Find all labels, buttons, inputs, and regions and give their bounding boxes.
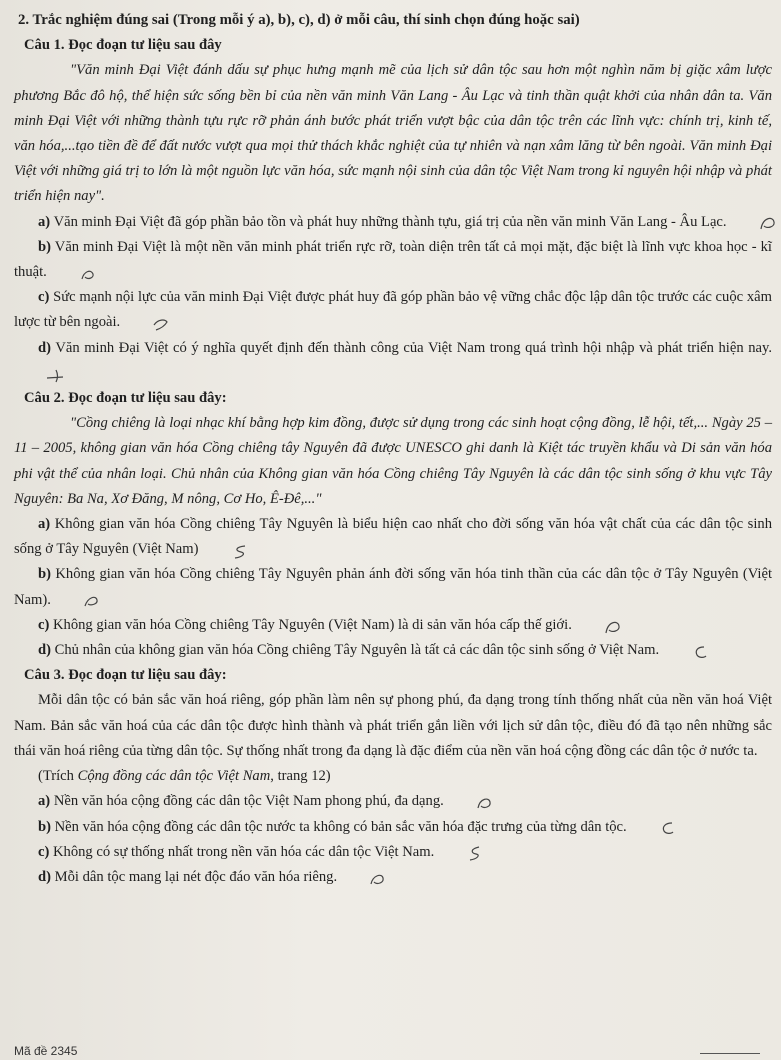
question-2-item-c: [14, 613, 772, 638]
handwritten-mark-icon: [205, 542, 227, 558]
handwritten-mark-icon: [126, 315, 148, 331]
item-label: d): [38, 642, 51, 659]
question-2-item-d: [14, 638, 772, 663]
question-1-item-b: [14, 235, 772, 285]
handwritten-mark-icon: [20, 366, 42, 382]
question-3-citation: [14, 764, 772, 789]
item-text: Không gian văn hóa Cồng chiêng Tây Nguyên là biểu hiện cao nhất cho đời sống văn hóa vật chất của các dân tộc sinh sống ở Tây Nguyên (Việt Nam): [14, 516, 772, 558]
handwritten-mark-icon: [578, 618, 600, 634]
question-2-item-a: [14, 512, 772, 562]
item-label: d): [38, 868, 51, 885]
question-3-title: Câu 3. Đọc đoạn tư liệu sau đây:: [24, 667, 227, 684]
item-label: b): [38, 238, 51, 255]
item-text: Văn minh Đại Việt là một nền văn minh phát triển rực rỡ, toàn diện trên tất cả mọi mặt, đặc biệt là lĩnh vực khoa học - kĩ thuật.: [14, 238, 772, 281]
question-2-item-b: [14, 562, 772, 612]
handwritten-mark-icon: [57, 592, 79, 608]
handwritten-mark-icon: [440, 844, 462, 860]
footer-divider: [700, 1053, 760, 1054]
citation-text: (Trích Cộng đồng các dân tộc Việt Nam, trang 12): [38, 768, 331, 785]
item-label: d): [38, 339, 51, 356]
item-text: Không có sự thống nhất trong nền văn hóa các dân tộc Việt Nam.: [53, 843, 435, 860]
item-text: Nền văn hóa cộng đồng các dân tộc Việt Nam phong phú, đa dạng.: [53, 793, 444, 810]
question-3-item-b: [14, 815, 772, 840]
question-1-item-d: [14, 336, 772, 386]
item-label: a): [38, 213, 51, 230]
item-text: Văn minh Đại Việt có ý nghĩa quyết định đến thành công của Việt Nam trong quá trình hội nhập và phát triển hiện nay.: [55, 339, 772, 356]
document-body: [14, 8, 772, 890]
handwritten-mark-icon: [53, 265, 75, 281]
question-1-item-a: [14, 210, 772, 235]
item-label: c): [38, 289, 50, 306]
handwritten-mark-icon: [733, 214, 755, 230]
handwritten-mark-icon: [665, 643, 687, 659]
question-1-item-c: [14, 285, 772, 335]
question-1-passage: "Văn minh Đại Việt đánh dấu sự phục hưng mạnh mẽ của lịch sử dân tộc sau hơn một nghìn năm bị giặc xâm lược phương Bắc đô hộ, thể hiện sức sống bền bỉ của nền văn minh Văn Lang - Âu Lạc và tinh thần quật khởi của nhân dân ta. Văn minh Đại Việt với những thành tựu rực rỡ phản ánh bước phát triển vượt bậc của dân tộc trên các lĩnh vực: chính trị, kinh tế, văn hóa,...tạo tiền đề để đất nước vượt qua mọi thử thách khắc nghiệt của tự nhiên và nạn xâm lăng từ bên ngoài. Văn minh Đại Việt với những giá trị to lớn là một nguồn lực văn hóa, sức mạnh nội sinh của dân tộc Việt Nam trong kỉ nguyên hội nhập và phát triển hiện nay".: [14, 62, 772, 205]
section-title: 2. Trắc nghiệm đúng sai (Trong mỗi ý a), b), c), d) ở mỗi câu, thí sinh chọn đúng hoặc sai): [18, 12, 580, 28]
item-label: b): [38, 818, 51, 835]
item-text: Không gian văn hóa Cồng chiêng Tây Nguyên phản ánh đời sống văn hóa tinh thần của các dân tộc ở Tây Nguyên (Việt Nam).: [14, 566, 772, 608]
question-3-item-d: [14, 865, 772, 890]
item-label: b): [38, 566, 51, 583]
question-3-item-c: [14, 840, 772, 865]
exam-code: Mã đề 2345: [14, 1044, 78, 1058]
handwritten-mark-icon: [633, 819, 655, 835]
question-3-item-a: [14, 789, 772, 814]
item-label: a): [38, 516, 51, 533]
question-3-passage: Mỗi dân tộc có bản sắc văn hoá riêng, góp phần làm nên sự phong phú, đa dạng trong tính thống nhất của nền văn hoá Việt Nam. Bản sắc văn hoá của các dân tộc được hình thành và phát triển gắn liền với lịch sử dân tộc, điều đó đã tạo nên những sắc thái văn hoá riêng của từng dân tộc. Sự thống nhất trong đa dạng là đặc điểm của nền văn hoá cộng đồng các dân tộc ở nước ta.: [14, 692, 772, 759]
item-text: Sức mạnh nội lực của văn minh Đại Việt được phát huy đã góp phần bảo vệ vững chắc độc lập dân tộc trước các cuộc xâm lược từ bên ngoài.: [14, 289, 772, 331]
item-text: Văn minh Đại Việt đã góp phần bảo tồn và phát huy những thành tựu, giá trị của nền văn minh Văn Lang - Âu Lạc.: [53, 213, 727, 230]
handwritten-mark-icon: [450, 794, 472, 810]
item-label: a): [38, 793, 51, 810]
question-2-passage: "Cồng chiêng là loại nhạc khí bằng hợp kim đồng, được sử dụng trong các sinh hoạt cộng đồng, lễ hội, tết,... Ngày 25 – 11 – 2005, không gian văn hóa Cồng chiêng tây Nguyên đã được UNESCO ghi danh là Kiệt tác truyền khẩu và Di sản văn hóa phi vật thể của nhân loại. Chủ nhân của Không gian văn hóa Cồng chiêng Tây Nguyên là các dân tộc sinh sống ở khu vực Tây Nguyên: Ba Na, Xơ Đăng, M nông, Cơ Ho, Ê-Đê,...": [14, 415, 772, 507]
item-text: Nền văn hóa cộng đồng các dân tộc nước ta không có bản sắc văn hóa đặc trưng của từng dân tộc.: [54, 818, 627, 835]
question-2-title: Câu 2. Đọc đoạn tư liệu sau đây:: [24, 390, 227, 407]
handwritten-mark-icon: [343, 870, 365, 886]
item-text: Không gian văn hóa Cồng chiêng Tây Nguyên (Việt Nam) là di sản văn hóa cấp thế giới.: [53, 616, 572, 633]
item-text: Chủ nhân của không gian văn hóa Cồng chiêng Tây Nguyên là tất cả các dân tộc sinh sống ở Việt Nam.: [54, 642, 660, 659]
item-text: Mỗi dân tộc mang lại nét độc đáo văn hóa riêng.: [54, 868, 338, 885]
question-1-title: Câu 1. Đọc đoạn tư liệu sau đây: [24, 37, 222, 54]
item-label: c): [38, 843, 50, 860]
item-label: c): [38, 616, 50, 633]
